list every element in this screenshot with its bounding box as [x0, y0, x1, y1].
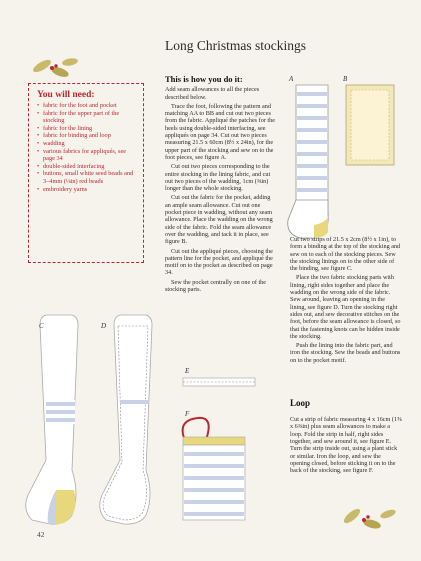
loop-instructions	[290, 410, 402, 481]
instructions-column-1	[165, 76, 275, 295]
figure-label-b: B	[343, 75, 348, 83]
paragraph: Cut two strips of 21.5 x 2cm (8½ x 1in), to form a binding at the top of the stocking and sew on to each of the stocking pieces. Sew the stocking linings on to the other side of the binding, see figure C.	[290, 236, 401, 273]
list-item: • fabric for the lining	[37, 125, 137, 133]
list-item: • embroidery yarns	[37, 186, 137, 194]
paragraph: Trace the foot, following the pattern and matching AA to BB and cut out two pieces from the fabric. Appliqué the patches for the heels using double-sided interfacing, see appliqués on page 34. Cut out two pieces measuring 21.5 x 60cm (8½ x 24in), for the upper part of the stocking and sew on to the foot pieces, see figure A.	[165, 102, 275, 161]
instructions-heading: This is how you do it:	[165, 74, 243, 84]
figure-label-e: E	[185, 367, 190, 375]
holly-decoration-icon	[342, 507, 397, 531]
figure-e-strip	[183, 378, 255, 386]
list-item: • various fabrics for appliqués, see page 34	[37, 148, 137, 163]
paragraph: Cut a strip of fabric measuring 4 x 16cm (1⅝ x 6⅜in) plus seam allowances to make a loop. Fold the strip in half, right sides together, and sew around it, see figure E. Turn the strip inside out, using a plant stick or similar. Iron the loop, and sew the opening closed, before sticking it on to the back of the stocking, see figure F.	[290, 416, 402, 475]
instructions-column-2	[290, 236, 402, 366]
page-number: 42	[37, 530, 45, 539]
paragraph: Place the two fabric stocking parts with lining, right sides together and place the wadding on the wrong side of the fabric. Sew around, leaving an opening in the lining, see figure D. Turn the stocking right sides out, and sew decorative stitches on the foot, before the seam allowance is closed, so that the fastening knots can be hidden inside the stocking.	[290, 274, 401, 340]
list-item: • buttons, small white seed beads and 3–4mm (⅛in) red beads	[37, 170, 137, 185]
paragraph: Add seam allowances to all the pieces described below.	[165, 86, 260, 101]
figure-label-d: D	[101, 322, 107, 330]
figure-a-stocking	[288, 85, 328, 238]
figure-d-stocking	[100, 315, 152, 524]
page-title: Long Christmas stockings	[165, 38, 306, 53]
figure-f-stocking-top	[183, 418, 245, 520]
paragraph: Cut out the appliqué pieces, choosing the pattern line for the pocket, and appliqué the motif on to the pocket as described on page 34.	[165, 247, 273, 277]
figure-c-stocking	[26, 315, 78, 524]
paragraph: Cut out two pieces corresponding to the entire stocking in the lining fabric, and cut out two pieces of the wadding, 1cm (⅜in) longer than the whole stocking.	[165, 163, 271, 193]
figure-label-f: F	[185, 410, 190, 418]
materials-box	[28, 83, 144, 263]
materials-list	[37, 102, 137, 193]
paragraph: Push the lining into the fabric part, and iron the stocking. Sew the beads and buttons on to the pocket motif.	[290, 342, 401, 364]
list-item: • double-sided interfacing	[37, 163, 137, 171]
list-item: • fabric for binding and loop	[37, 132, 137, 140]
holly-decoration-icon	[31, 57, 78, 79]
figure-b-pocket	[346, 85, 394, 165]
figure-label-c: C	[39, 322, 44, 330]
figure-label-a: A	[289, 75, 294, 83]
list-item: • fabric for the upper part of the stocking	[37, 110, 137, 125]
paragraph: Sew the pocket centrally on one of the stocking parts.	[165, 278, 267, 294]
paragraph: Cut out the fabric for the pocket, adding an ample seam allowance. Cut out one pocket piece in wadding, without any seam allowance. Place the wadding on the wrong side of the fabric. Fold the seam allowance over the wadding, and tack it in place, see figure B.	[165, 194, 273, 246]
materials-heading: You will need:	[37, 90, 95, 100]
list-item: • fabric for the foot and pocket	[37, 102, 137, 110]
loop-heading: Loop	[290, 398, 311, 408]
list-item: • wadding	[37, 140, 137, 148]
